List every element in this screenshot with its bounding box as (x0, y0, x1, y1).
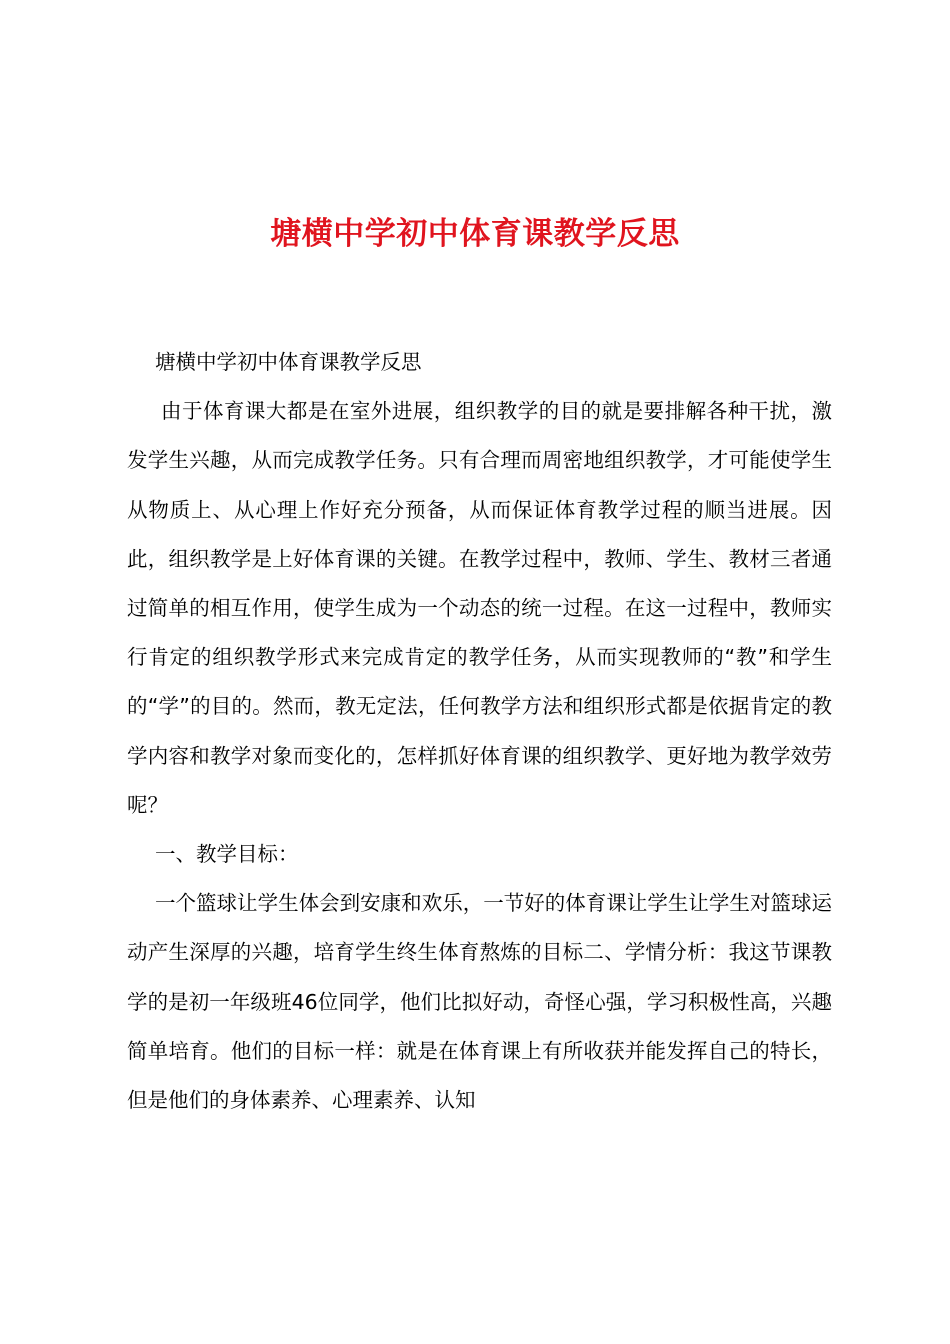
section-heading-teaching-goals: 一、教学目标： (155, 842, 299, 867)
body-paragraph-goals: 一个篮球让学生体会到安康和欢乐，一节好的体育课让学生让学生对篮球运动产生深厚的兴趣，培育学生终生体育熬炼的目标二、学情分析：我这节课教学的是初一年级班46位同学，他们比拟好动，奇怪心强，学习积极性高，兴趣简单培育。他们的目标一样：就是在体育课上有所收获并能发挥自己的特长，但是他们的身体素养、心理素养、认知 (127, 891, 832, 1113)
document-title: 塘横中学初中体育课教学反思 (270, 216, 680, 252)
subtitle-paragraph: 塘横中学初中体育课教学反思 (155, 350, 422, 374)
document-body (127, 338, 832, 1125)
body-paragraph-intro: 由于体育课大都是在室外进展，组织教学的目的就是要排解各种干扰，激发学生兴趣，从而完成教学任务。只有合理而周密地组织教学，才可能使学生从物质上、从心理上作好充分预备，从而保证体育教学过程的顺当进展。因此，组织教学是上好体育课的关键。在教学过程中，教师、学生、教材三者通过简单的相互作用，使学生成为一个动态的统一过程。在这一过程中，教师实行肯定的组织教学形式来完成肯定的教学任务，从而实现教师的“教”和学生的“学”的目的。然而，教无定法，任何教学方法和组织形式都是依据肯定的教学内容和教学对象而变化的，怎样抓好体育课的组织教学、更好地为教学效劳呢？ (127, 399, 832, 817)
